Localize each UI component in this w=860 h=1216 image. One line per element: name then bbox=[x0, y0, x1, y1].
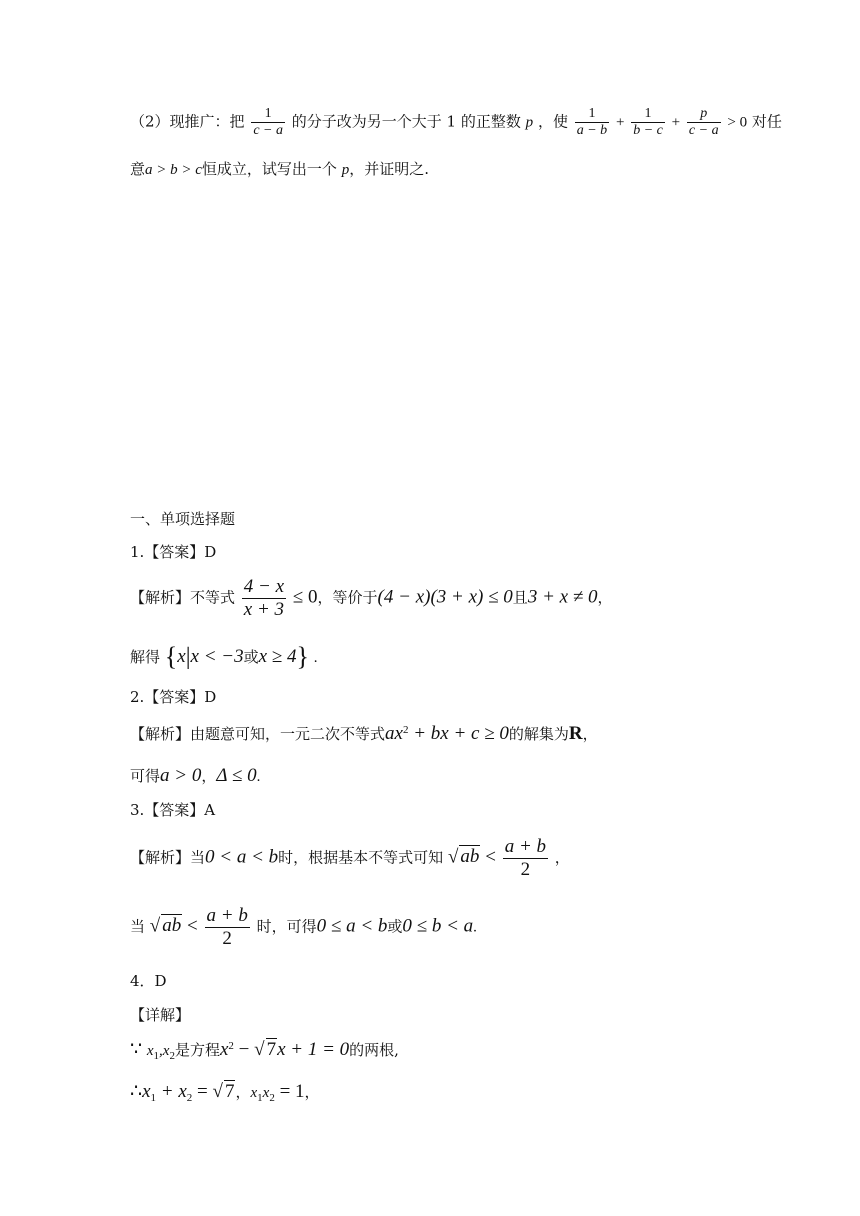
q2-analysis-line2 bbox=[130, 765, 260, 787]
math: x bbox=[219, 1039, 229, 1060]
math: < bbox=[485, 846, 496, 868]
text: ， bbox=[235, 1083, 251, 1101]
fraction bbox=[251, 106, 285, 139]
fraction bbox=[575, 106, 609, 139]
fraction-denominator: x + 3 bbox=[243, 598, 285, 620]
text: ，并证明之. bbox=[349, 160, 429, 178]
math-exponent: 2 bbox=[228, 1040, 234, 1052]
q3-analysis-line2: 当 √ ab < $\frac{a + b}{2}$ 时，可得0 ≤ a < b或0 ≤ b < a. bbox=[130, 905, 477, 949]
math: x bbox=[177, 646, 186, 667]
text: 或 bbox=[387, 917, 403, 936]
math-sqrt: ab bbox=[162, 915, 182, 937]
q4-line1: ∵ $x_1,x_2$是方程$x^2$ − √ 7x + 1 = 0的两根, bbox=[130, 1039, 399, 1062]
math-p: p bbox=[341, 162, 350, 178]
text: 当 bbox=[130, 917, 146, 936]
q4-line2: $\therefore x_1 + x_2$ = √ 7，$x_1x_2 = 1$， bbox=[130, 1081, 320, 1104]
subscript: 1 bbox=[257, 1092, 263, 1104]
section-heading: 一、单项选择题 bbox=[130, 510, 236, 528]
math: a > 0 bbox=[160, 765, 202, 786]
fraction bbox=[503, 836, 548, 881]
subscript: 1 bbox=[150, 1092, 157, 1104]
fraction bbox=[205, 905, 250, 950]
fraction-numerator: p bbox=[687, 106, 721, 123]
math-sqrt: 7 bbox=[224, 1081, 235, 1102]
q3-answer: 3.【答案】A bbox=[130, 801, 216, 819]
math: 0 < a < b bbox=[205, 846, 279, 868]
q2-answer: 2.【答案】D bbox=[130, 688, 217, 706]
math: − bbox=[233, 1039, 255, 1060]
math-sqrt: ab bbox=[460, 846, 480, 868]
part2-line1: （2）现推广：把 $\frac{1}{c - a}$ 的分子改为另一个大于 1 的正整数 p ，使 $\frac{1}{a - b}$ + $\frac{1}{b - c}$ + $\frac{p}{c - a}$ > 0 对任 bbox=[130, 106, 782, 139]
fraction-denominator: a − b bbox=[576, 123, 608, 139]
text: ， bbox=[582, 725, 598, 743]
text: 是方程 bbox=[174, 1041, 220, 1059]
q4-answer: 4．D bbox=[130, 972, 167, 990]
subscript: 2 bbox=[186, 1092, 193, 1104]
fraction-numerator: 4 − x bbox=[243, 576, 285, 597]
text: 时，根据基本不等式可知 bbox=[278, 848, 444, 867]
text: 时，可得 bbox=[256, 917, 317, 936]
text: 恒成立，试写出一个 bbox=[201, 160, 337, 178]
text: （2）现推广：把 bbox=[130, 112, 245, 131]
math: x ≥ 4 bbox=[258, 646, 297, 667]
math-sqrt: 7 bbox=[266, 1039, 277, 1060]
text: ， bbox=[304, 1083, 320, 1101]
math: ax bbox=[385, 723, 403, 744]
therefore-symbol: ∴ bbox=[130, 1081, 143, 1102]
fraction bbox=[687, 106, 721, 139]
fraction-denominator: c − a bbox=[253, 123, 283, 139]
fraction-denominator: 2 bbox=[520, 858, 531, 880]
text: 对任 bbox=[751, 112, 782, 131]
text: 的两根, bbox=[349, 1041, 399, 1059]
math: + x bbox=[156, 1081, 187, 1102]
math: (4 − x)(3 + x) ≤ 0 bbox=[377, 586, 513, 608]
math: = 1 bbox=[274, 1081, 305, 1102]
math-p: p bbox=[525, 114, 534, 131]
math: 0 ≤ a < b bbox=[316, 915, 388, 937]
text: ， bbox=[597, 588, 613, 607]
text: 或 bbox=[243, 648, 259, 666]
subscript: 2 bbox=[169, 1050, 175, 1062]
text: 的解集为 bbox=[508, 725, 569, 743]
q1-analysis-line1 bbox=[130, 576, 613, 621]
because-symbol: ∵ bbox=[130, 1039, 143, 1060]
q3-analysis-line1: 【解析】当0 < a < b时，根据基本不等式可知 √ ab < $\frac{a + b}{2}$ ， bbox=[130, 836, 570, 880]
text: 解得 bbox=[130, 648, 161, 666]
text: 【解析】由题意可知，一元二次不等式 bbox=[130, 725, 386, 743]
math-exponent: 2 bbox=[402, 724, 409, 736]
math: 3 + x ≠ 0 bbox=[527, 586, 598, 608]
math: 0 ≤ b < a bbox=[402, 915, 474, 937]
q2-analysis-line1 bbox=[130, 723, 598, 745]
q4-detail-heading: 【详解】 bbox=[130, 1006, 191, 1024]
subscript: 1 bbox=[153, 1050, 160, 1062]
text: ， bbox=[554, 848, 570, 867]
text: 的分子改为另一个大于 1 的正整数 bbox=[291, 112, 521, 131]
math: Δ ≤ 0 bbox=[216, 765, 257, 786]
fraction-numerator: 1 bbox=[631, 106, 665, 123]
math: = bbox=[192, 1081, 213, 1102]
math: x bbox=[250, 1085, 258, 1101]
text: 【解析】不等式 bbox=[130, 588, 236, 607]
fraction-numerator: a + b bbox=[504, 836, 547, 857]
fraction-denominator: c − a bbox=[688, 123, 719, 139]
text: 意 bbox=[130, 160, 146, 178]
math: ,x bbox=[159, 1043, 170, 1059]
math: < bbox=[187, 915, 198, 937]
fraction bbox=[242, 576, 286, 621]
part2-line2 bbox=[130, 158, 429, 179]
math: + bx + c ≥ 0 bbox=[408, 723, 509, 744]
q1-analysis-line2: 解得 {x|x < −3或x ≥ 4} . bbox=[130, 642, 318, 671]
text: 可得 bbox=[130, 767, 161, 785]
fraction-numerator: 1 bbox=[575, 106, 609, 123]
math: x < −3 bbox=[190, 646, 244, 667]
fraction bbox=[631, 106, 665, 139]
text: 且 bbox=[512, 588, 528, 607]
subscript: 2 bbox=[269, 1092, 275, 1104]
math: x bbox=[146, 1043, 154, 1059]
math: ≤ 0 bbox=[292, 586, 318, 608]
math: x + 1 = 0 bbox=[277, 1039, 350, 1060]
math-reals: R bbox=[568, 723, 583, 744]
fraction-denominator: b − c bbox=[633, 123, 663, 139]
q1-answer: 1.【答案】D bbox=[130, 543, 217, 561]
text: 【解析】当 bbox=[130, 848, 206, 867]
text: . bbox=[473, 919, 477, 936]
text: . bbox=[256, 769, 261, 785]
math: x bbox=[262, 1085, 270, 1101]
fraction-denominator: 2 bbox=[222, 927, 232, 949]
text: ，等价于 bbox=[317, 588, 378, 607]
text: ，使 bbox=[537, 112, 568, 131]
fraction-numerator: 1 bbox=[251, 106, 285, 123]
text: . bbox=[313, 650, 318, 666]
math: x bbox=[142, 1081, 151, 1102]
math-inequality: > 0 bbox=[727, 114, 748, 131]
text: ， bbox=[201, 767, 217, 785]
math-condition: a > b > c bbox=[145, 162, 202, 178]
fraction-numerator: a + b bbox=[206, 905, 248, 926]
